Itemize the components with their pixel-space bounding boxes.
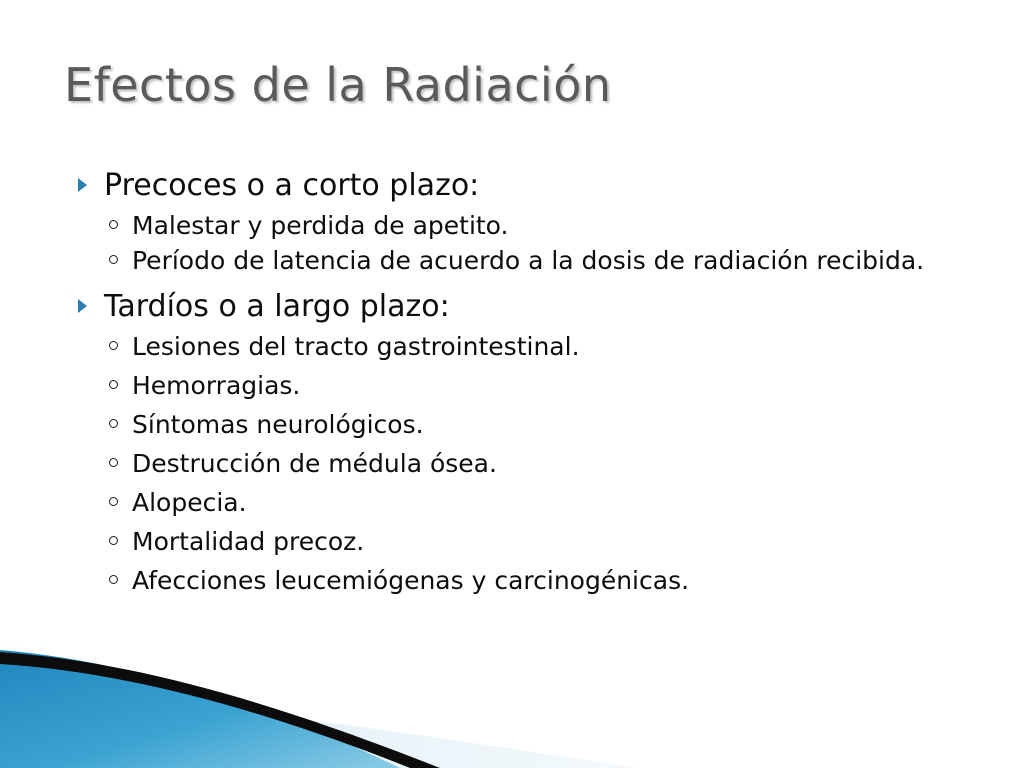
list-item-text: Hemorragias. (132, 371, 301, 400)
list-item-text: Lesiones del tracto gastrointestinal. (132, 332, 580, 361)
bullet-heading: Tardíos o a largo plazo: (104, 289, 450, 324)
list-item-text: Período de latencia de acuerdo a la dosis de radiación recibida. (132, 246, 925, 275)
bullet-heading: Precoces o a corto plazo: (104, 168, 480, 203)
list-item-text: Alopecia. (132, 488, 247, 517)
list-item-text: Afecciones leucemiógenas y carcinogénicas. (132, 566, 690, 595)
list-item-text: Síntomas neurológicos. (132, 410, 424, 439)
list-item-text: Mortalidad precoz. (132, 527, 365, 556)
slide-title: Efectos de la Radiación (64, 58, 612, 112)
list-item-text: Destrucción de médula ósea. (132, 449, 497, 478)
list-item-text: Malestar y perdida de apetito. (132, 211, 509, 240)
